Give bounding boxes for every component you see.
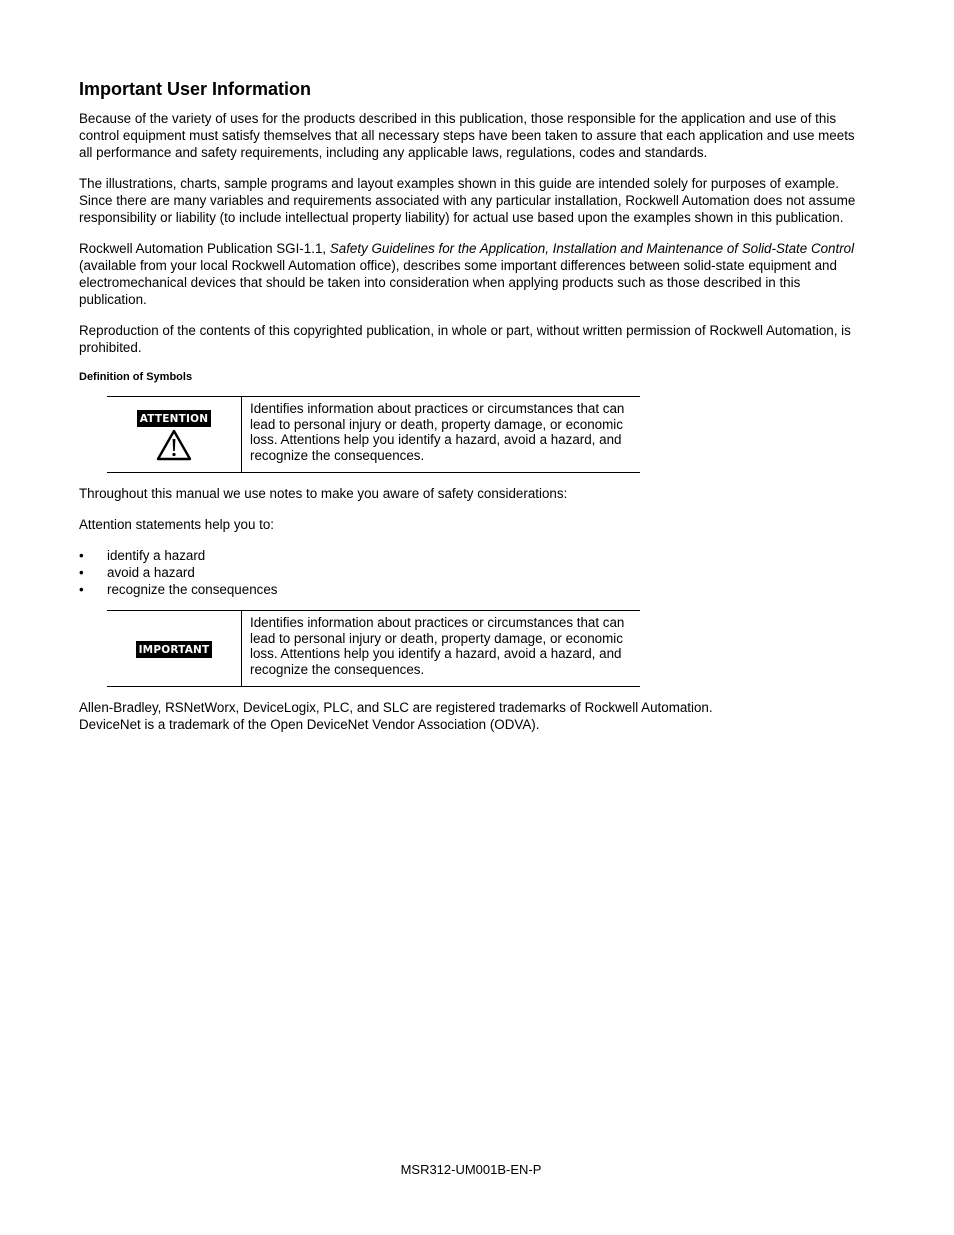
attention-description: Identifies information about practices or circumstances that can lead to personal injury or death, property damage, or economic loss. Attentions help you identify a hazard, avoid a hazard, and recognize the consequences.: [250, 401, 625, 464]
publication-number-footer: MSR312-UM001B-EN-P: [400, 1162, 542, 1177]
bullet-icon: •: [79, 565, 84, 580]
safety-guidelines-paragraph: [79, 240, 869, 308]
notes-intro: Throughout this manual we use notes to make you aware of safety considerations:: [79, 486, 568, 501]
attention-badge: ATTENTION: [137, 410, 211, 427]
intro-paragraph: Because of the variety of uses for the products described in this publication, those responsible for the application and use of this control equipment must satisfy themselves that all necessary steps have been taken to assure that each application and use meets all performance and safety requirements, including any applicable laws, regulations, codes and standards.: [79, 111, 855, 160]
warning-triangle-icon: [156, 429, 192, 461]
attention-bullet-list: [79, 547, 869, 598]
list-item: • recognize the consequences: [79, 582, 278, 597]
publication-reference: Rockwell Automation Publication SGI-1.1,: [79, 241, 330, 256]
illustrations-paragraph: The illustrations, charts, sample programs and layout examples shown in this guide are intended solely for purposes of example. Since there are many variables and requirements associated with any particular installation, Rockwell Automation does not assume responsibility or liability (to include intellectual property liability) for actual use based upon the examples shown in this publication.: [79, 176, 856, 225]
important-symbol-cell: [107, 611, 242, 687]
trademark-line: DeviceNet is a trademark of the Open DeviceNet Vendor Association (ODVA).: [79, 717, 540, 732]
page-content: [79, 78, 869, 733]
important-symbol-table: [107, 610, 640, 687]
attention-intro: Attention statements help you to:: [79, 517, 275, 532]
trademarks: [79, 699, 869, 733]
publication-title: Safety Guidelines for the Application, Installation and Maintenance of Solid-State Control: [329, 241, 855, 256]
publication-description: (available from your local Rockwell Automation office), describes some important differences between solid-state equipment and electromechanical devices that should be taken into consideration when applying products such as those described in this publication.: [79, 258, 837, 307]
attention-symbol-table: [107, 396, 640, 473]
important-description: Identifies information about practices or circumstances that can lead to personal injury or death, property damage, or economic loss. Attentions help you identify a hazard, avoid a hazard, and recognize the consequences.: [250, 615, 625, 678]
attention-symbol-cell: [107, 397, 242, 473]
reproduction-paragraph: Reproduction of the contents of this copyrighted publication, in whole or part, without written permission of Rockwell Automation, is prohibited.: [79, 323, 851, 355]
bullet-icon: •: [79, 548, 84, 563]
symbols-heading: Definition of Symbols: [79, 371, 193, 383]
trademark-line: Allen-Bradley, RSNetWorx, DeviceLogix, PLC, and SLC are registered trademarks of Rockwell Automation.: [79, 700, 713, 715]
important-badge: IMPORTANT: [136, 641, 213, 658]
list-item: • identify a hazard: [79, 548, 206, 563]
page-title: Important User Information: [79, 79, 312, 99]
bullet-icon: •: [79, 582, 84, 597]
list-item: • avoid a hazard: [79, 565, 195, 580]
